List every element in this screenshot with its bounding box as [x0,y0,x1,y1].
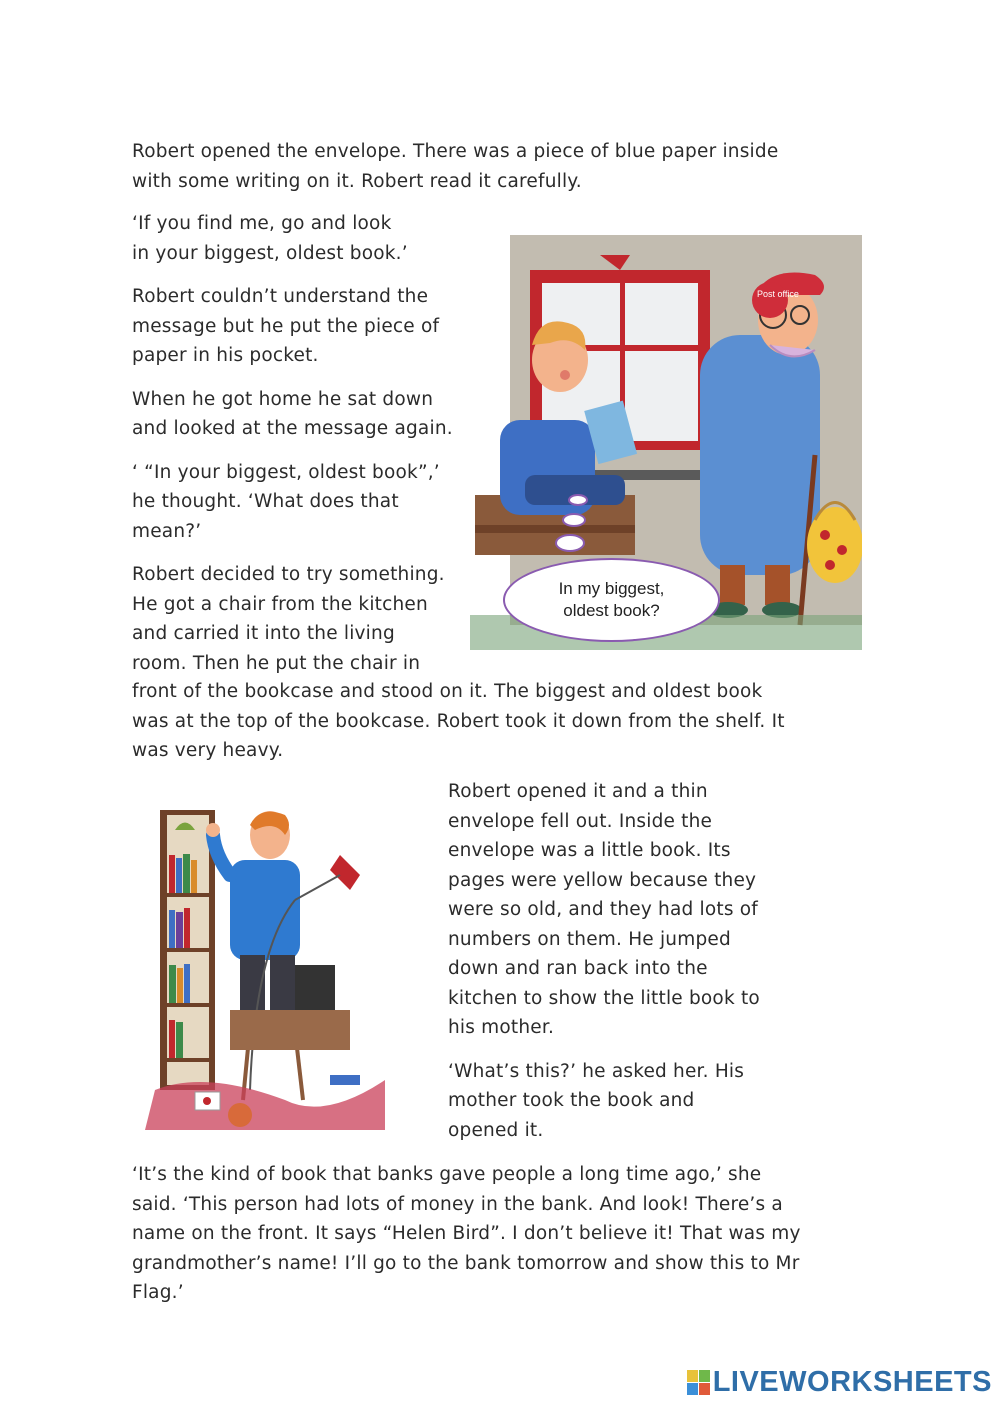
liveworksheets-logo-icon [687,1370,711,1396]
bookcase-scene [145,800,390,1130]
paragraph-4: When he got home he sat down and looked at the message again. [132,388,453,439]
illustration-post-office [470,225,862,650]
illustration-bookcase [145,800,390,1130]
paragraph-9: ‘It’s the kind of book that banks gave people a long time ago,’ she said. ‘This person had lots of money in the bank. And look! There’s a name on the front. It says “Helen Bird”. I don’t believe it! That was my grandmother’s name! I’ll go to the bank tomorrow and show this to Mr Flag.’ [132,1164,801,1303]
bubble-line-2: oldest book? [563,601,660,620]
paragraph-2: ‘If you find me, go and look in your biggest, oldest book.’ [132,213,408,264]
left-column-text [132,209,457,678]
hat-label: Post office [757,289,799,299]
paragraph-5: ‘ “In your biggest, oldest book”,’ he thought. ‘What does that mean?’ [132,461,440,542]
paragraph-3: Robert couldn’t understand the message but he put the piece of paper in his pocket. [132,286,440,366]
logo-text: LIVEWORKSHEETS [712,1366,992,1398]
paragraph-6b: front of the bookcase and stood on it. The biggest and oldest book was at the top of the bookcase. Robert took it down from the shelf. It was very heavy. [132,681,785,761]
thought-bubble [503,558,720,642]
paragraph-7: Robert opened it and a thin envelope fell out. Inside the envelope was a little book. Its pages were yellow because they were so old, and they had lots of numbers on them. He jumped down and ran back into the kitchen to show the little book to his mother. [448,781,760,1038]
liveworksheets-logo[interactable] [687,1366,992,1399]
paragraph-1: Robert opened the envelope. There was a piece of blue paper inside with some writing on it. Robert read it carefully. [132,141,779,192]
paragraph-8: ‘What’s this?’ he asked her. His mother took the book and opened it. [448,1060,745,1141]
paragraph-6a: Robert decided to try something. He got a chair from the kitchen and carried it into the living room. Then he put the chair in [132,564,445,674]
bubble-line-1: In my biggest, [558,579,665,598]
right-column-text [448,777,763,1159]
